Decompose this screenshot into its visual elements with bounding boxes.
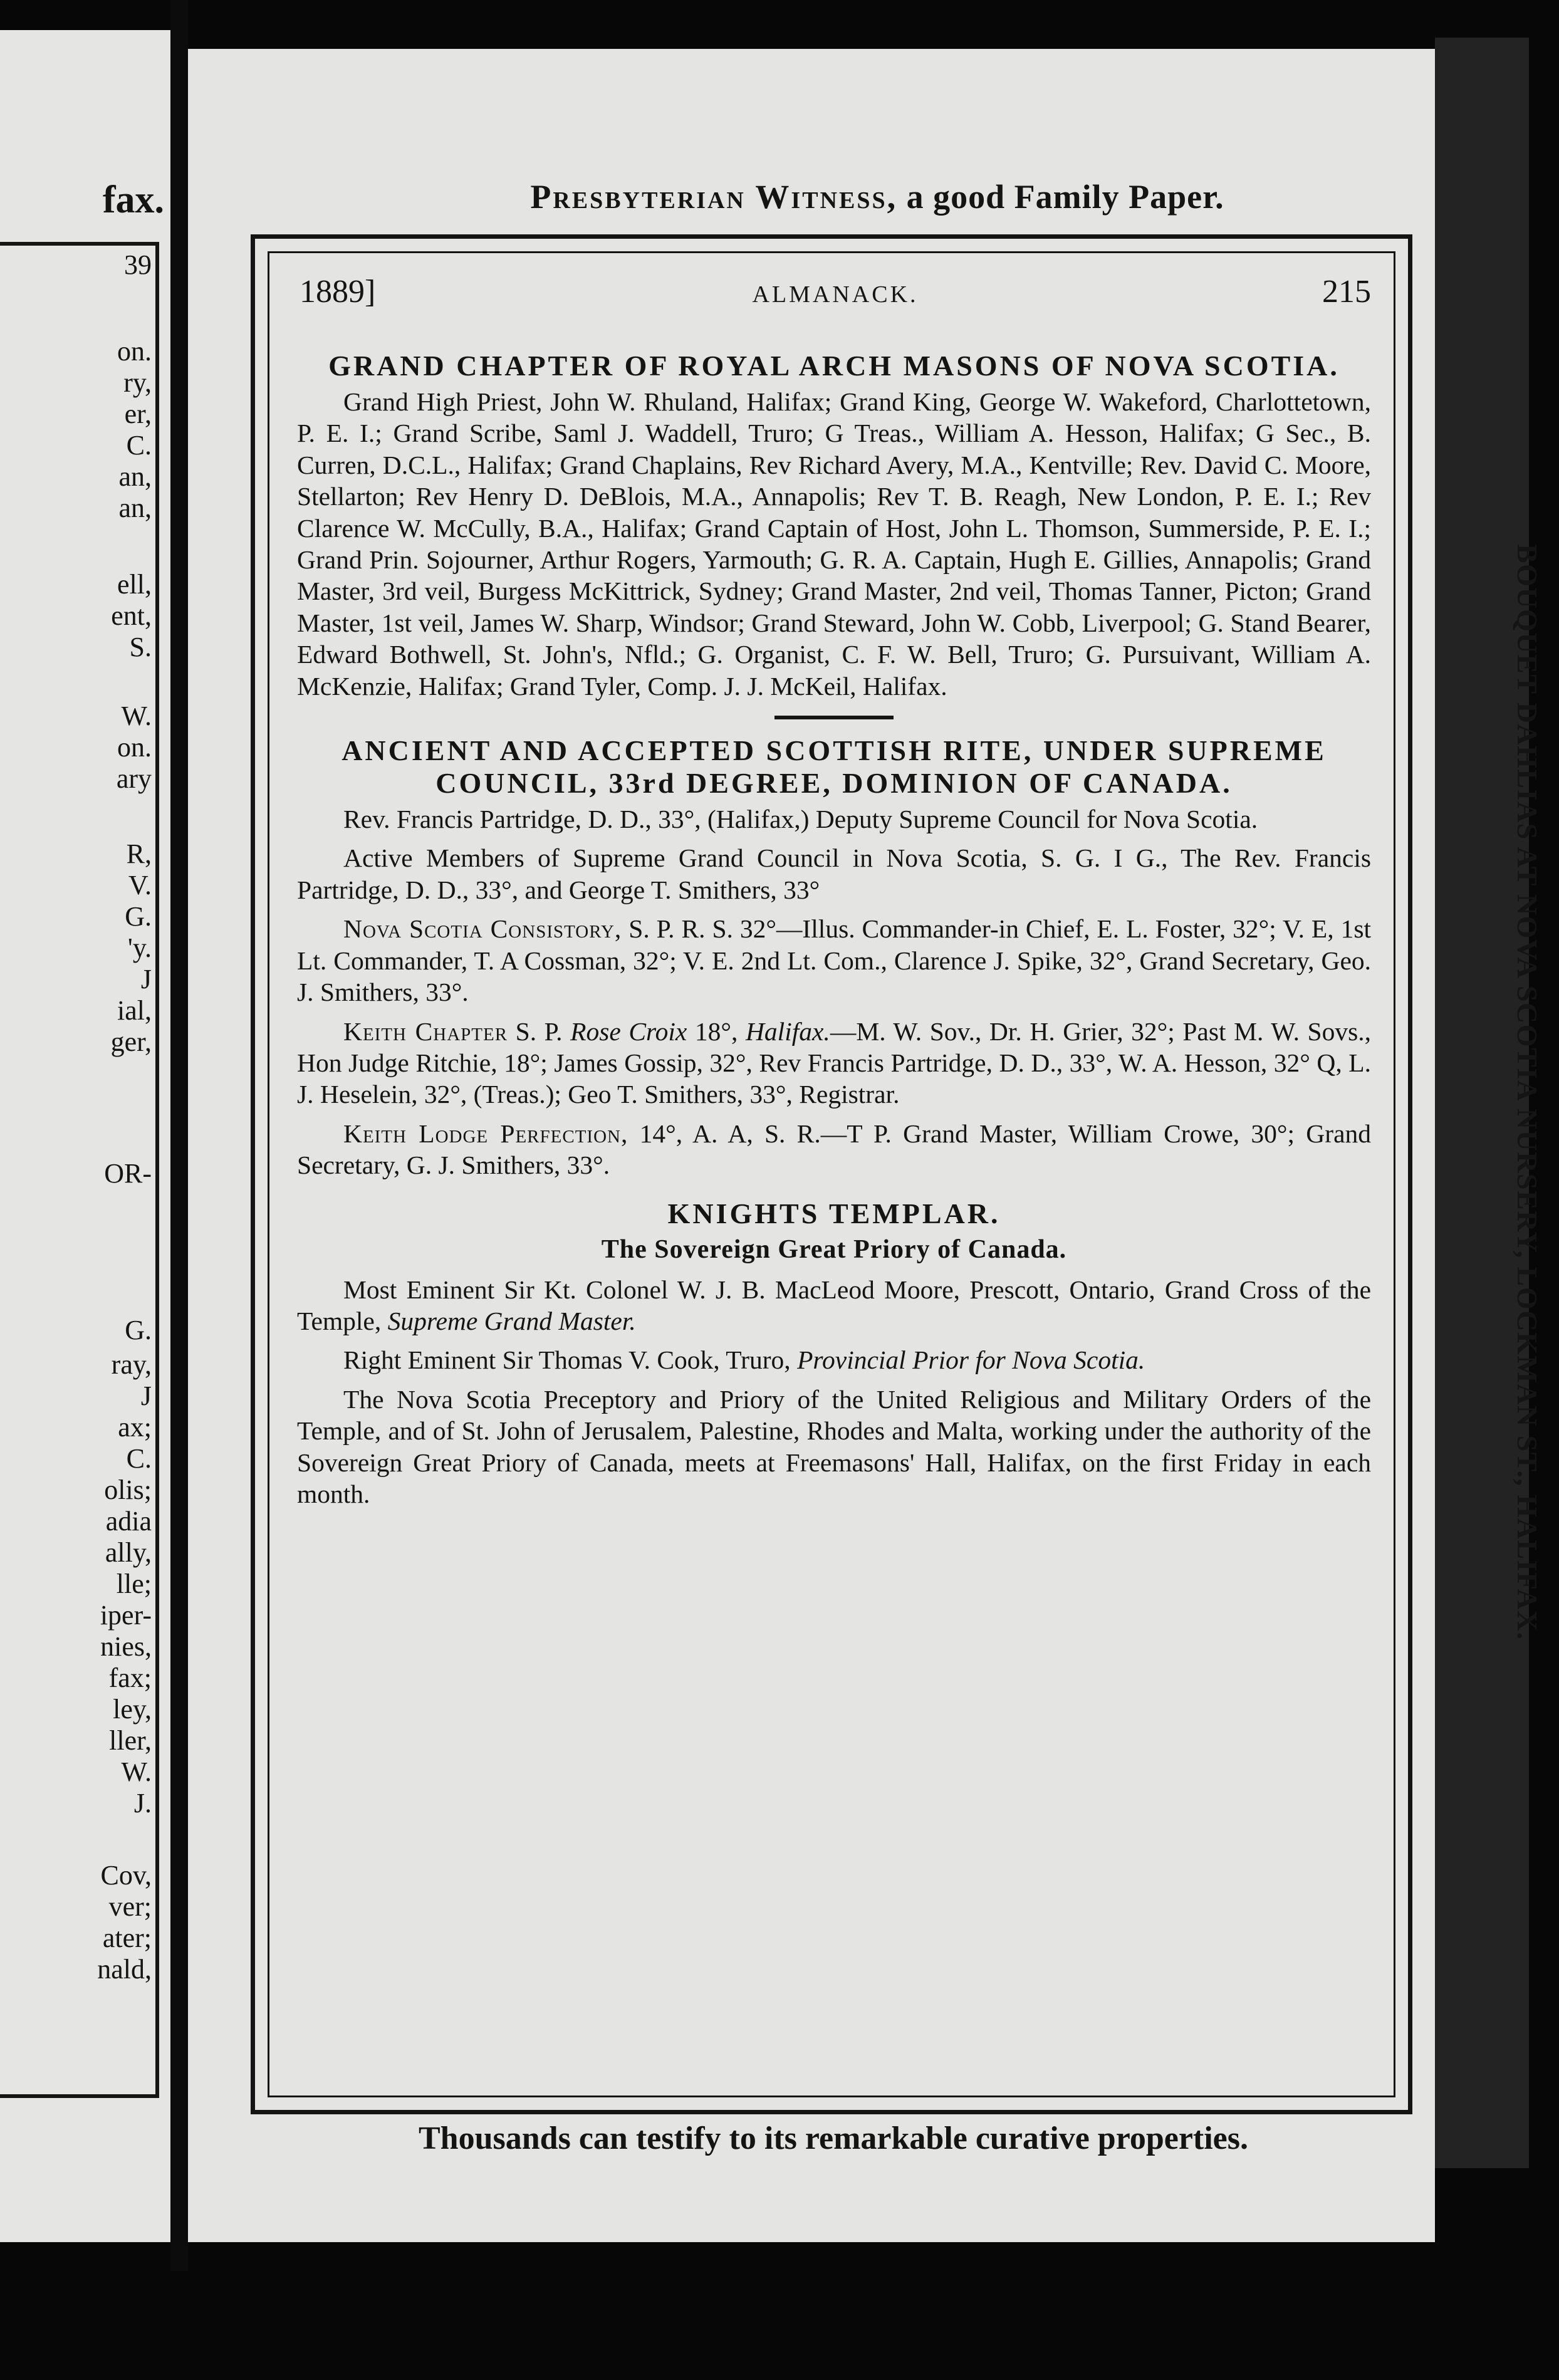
page-frame	[251, 234, 1412, 2114]
preceptory-paragraph: The Nova Scotia Preceptory and Priory of the United Religious and Military Orders of the Temple, and of St. John of Jerusalem, Palestine, Rhodes and Malta, working under the authority of the Sovereign Great Priory of Canada, meets at Freemasons' Hall, Halifax, on the first Friday in each month.	[297, 1384, 1371, 1508]
fragment-line: V.	[128, 870, 152, 900]
page-content	[297, 350, 1371, 1517]
fragment-line: lle;	[116, 1568, 152, 1599]
provincial-prior-title: Provincial Prior for Nova Scotia.	[797, 1345, 1145, 1375]
fragment-line: W.	[121, 1756, 152, 1787]
fragment-heading: fax.	[102, 179, 164, 221]
fragment-line: 39	[124, 249, 152, 280]
bottom-advertisement: Thousands can testify to its remarkable curative properties.	[419, 2121, 1248, 2156]
keith-chapter-text-c: —M. W. Sov., Dr. H. Grier, 32°; Past M. W. Sovs., Hon Judge Ritchie, 18°; James Gossip, 32°, Rev Francis Partridge, D. D., 33°, W. A. Hesson, 32° Q, L. J. Heselein, 32°, (Treas.); Geo T. Smithers, 33°, Registrar.	[297, 1016, 1371, 1109]
fragment-line: ater;	[102, 1923, 152, 1953]
almanack-page	[188, 49, 1543, 2242]
fragment-line: G.	[125, 1315, 152, 1345]
fragment-line: ver;	[108, 1891, 152, 1922]
knights-templar-heading: KNIGHTS TEMPLAR.	[667, 1197, 1001, 1229]
scottish-rite-deputy: Rev. Francis Partridge, D. D., 33°, (Halifax,) Deputy Supreme Council for Nova Scotia.	[343, 805, 1258, 834]
section-divider	[774, 716, 894, 719]
fragment-line: Cov,	[100, 1860, 152, 1891]
consistory-paragraph	[297, 913, 1371, 1008]
fragment-line: ley,	[113, 1694, 152, 1725]
scottish-rite-heading: ANCIENT AND ACCEPTED SCOTTISH RITE, UNDER SUPREME COUNCIL, 33rd DEGREE, DOMINION OF CANADA.	[342, 734, 1327, 800]
royal-arch-heading: GRAND CHAPTER OF ROYAL ARCH MASONS OF NOVA SCOTIA.	[328, 350, 1340, 382]
fragment-line: W.	[121, 701, 152, 731]
fragment-line: ax;	[118, 1412, 152, 1443]
fragment-line: 'y.	[127, 932, 152, 963]
keith-chapter-text-a: S. P.	[508, 1016, 571, 1046]
header-year: 1889]	[300, 274, 376, 310]
side-advertisement	[1479, 544, 1554, 2380]
fragment-line: R,	[126, 838, 152, 869]
keith-chapter-text-b: 18°,	[687, 1016, 746, 1046]
supreme-grand-master-paragraph	[297, 1274, 1371, 1337]
fragment-line: olis;	[104, 1474, 152, 1505]
keith-chapter-lead: Keith Chapter	[343, 1016, 508, 1046]
fragment-line: fax;	[108, 1662, 152, 1693]
running-header	[300, 271, 1371, 327]
page-number: 215	[1322, 274, 1371, 310]
fragment-line: ally,	[105, 1537, 152, 1568]
fragment-line: ger,	[110, 1026, 152, 1057]
fragment-line: adia	[105, 1506, 152, 1537]
royal-arch-officers: Grand High Priest, John W. Rhuland, Halifax; Grand King, George W. Wakeford, Charlottetown, P. E. I.; Grand Scribe, Saml J. Waddell, Truro; G Treas., William A. Hesson, Halifax; G Sec., B. Curren, D.C.L., Halifax; Grand Chaplains, Rev Richard Avery, M.A., Kentville; Rev. David C. Moore, Stellarton; Rev Henry D. DeBlois, M.A., Annapolis; Rev T. B. Reagh, New London, P. E. I.; Rev Clarence W. McCully, B.A., Halifax; Grand Captain of Host, John L. Thomson, Summerside, P. E. I.; Grand Prin. Sojourner, Arthur Rogers, Yarmouth; G. R. A. Captain, Hugh E. Gillies, Annapolis; Grand Master, 3rd veil, Burgess McKittrick, Sydney; Grand Master, 2nd veil, Thomas Tanner, Picton; Grand Master, 1st veil, James W. Sharp, Windsor; Grand Steward, John W. Cobb, Liverpool; G. Stand Bearer, Edward Bothwell, St. John's, Nfld.; G. Organist, C. F. W. Bell, Truro; G. Pursuivant, William A. McKenzie, Halifax; Grand Tyler, Comp. J. J. McKeil, Halifax.	[297, 387, 1371, 701]
fragment-line: on.	[117, 732, 152, 763]
fragment-line: ry,	[123, 367, 152, 398]
keith-chapter-rose-croix: Rose Croix	[570, 1016, 687, 1046]
fragment-line: G.	[125, 901, 152, 932]
supreme-grand-master-text: Most Eminent Sir Kt. Colonel W. J. B. MacLeod Moore, Prescott, Ontario, Grand Cross of the Temple,	[297, 1275, 1371, 1335]
knights-templar-subheading: The Sovereign Great Priory of Canada.	[601, 1234, 1067, 1264]
top-advertisement	[338, 177, 1416, 216]
fragment-line: J.	[133, 1788, 152, 1819]
keith-lodge-lead: Keith Lodge Perfection,	[343, 1119, 628, 1148]
fragment-line: S.	[129, 632, 152, 662]
side-advertisement-text: BOUQUET DAHLIAS AT NOVA SCOTIA NURSERY, LOCKMAN ST., HALIFAX.	[1511, 544, 1543, 1641]
fragment-line: an,	[118, 493, 152, 523]
fragment-line: on.	[117, 336, 152, 367]
fragment-line: ller,	[109, 1725, 152, 1756]
fragment-line: er,	[124, 399, 152, 429]
page-inner-frame	[268, 251, 1395, 2097]
fragment-line: ent,	[111, 600, 152, 631]
keith-chapter-paragraph	[297, 1016, 1371, 1110]
fragment-line: C.	[126, 430, 152, 461]
keith-lodge-paragraph	[297, 1118, 1371, 1181]
book-gutter	[170, 0, 188, 2271]
fragment-line: iper-	[100, 1600, 152, 1631]
fragment-line: ell,	[117, 569, 152, 600]
consistory-body: S. P. R. S. 32°—Illus. Commander-in Chief, E. L. Foster, 32°; V. E, 1st Lt. Commander, T. A Cossman, 32°; V. E. 2nd Lt. Com., Clarence J. Spike, 32°, Grand Secretary, Geo. J. Smithers, 33°.	[297, 914, 1371, 1007]
provincial-prior-paragraph	[297, 1344, 1371, 1375]
keith-lodge-body: 14°, A. A, S. R.—T P. Grand Master, William Crowe, 30°; Grand Secretary, G. J. Smithers, 33°.	[297, 1119, 1371, 1180]
fragment-line: J	[140, 964, 152, 994]
banner-paper-name: Presbyterian Witness,	[530, 178, 898, 216]
adjacent-page-fragment	[0, 30, 170, 2242]
fragment-line: ary	[116, 763, 152, 794]
fragment-line: C.	[126, 1443, 152, 1474]
provincial-prior-text: Right Eminent Sir Thomas V. Cook, Truro,	[343, 1345, 798, 1375]
consistory-lead: Nova Scotia Consistory,	[343, 914, 622, 944]
fragment-line: nies,	[100, 1631, 152, 1662]
supreme-grand-master-title: Supreme Grand Master.	[387, 1306, 636, 1335]
fragment-line: ray,	[111, 1349, 152, 1380]
keith-chapter-halifax: Halifax.	[745, 1016, 830, 1046]
fragment-line: ial,	[117, 995, 152, 1026]
scottish-rite-active-members: Active Members of Supreme Grand Council in Nova Scotia, S. G. I G., The Rev. Francis Partridge, D. D., 33°, and George T. Smithers, 33°	[297, 843, 1371, 904]
fragment-line: nald,	[97, 1954, 152, 1985]
header-title: ALMANACK.	[752, 281, 919, 308]
fragment-line: J	[140, 1381, 152, 1411]
banner-tagline: a good Family Paper.	[897, 178, 1224, 216]
fragment-line: OR-	[104, 1158, 152, 1189]
fragment-line: an,	[118, 461, 152, 492]
